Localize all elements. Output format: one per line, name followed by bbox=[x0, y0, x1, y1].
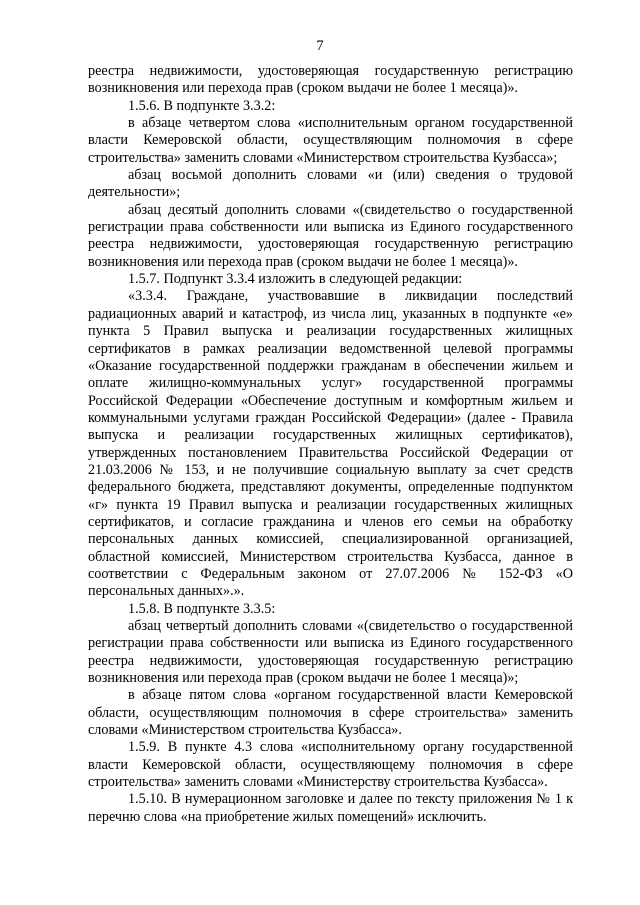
paragraph-1-5-7: 1.5.7. Подпункт 3.3.4 изложить в следующей редакции: bbox=[128, 271, 463, 288]
document-body bbox=[88, 63, 573, 826]
paragraph-1-5-9: 1.5.9. В пункте 4.3 слова «исполнительному органу государственной власти Кемеровской области, осуществляющему полномочия в сфере строительства» заменить словами «Министерству строительства Кузбасса». bbox=[88, 739, 573, 791]
paragraph-1-5-8-item-2: в абзаце пятом слова «органом государственной власти Кемеровской области, осуществляющим полномочия в сфере строительства» заменить словами «Министерством строительства Кузбасса». bbox=[88, 687, 573, 739]
paragraph-1-5-6-item-1: в абзаце четвертом слова «исполнительным органом государственной власти Кемеровской области, осуществляющим полномочия в сфере строительства» заменить словами «Министерством строительства Кузбасса»; bbox=[88, 115, 573, 166]
page-number: 7 bbox=[316, 38, 324, 54]
paragraph-1-5-6-item-2: абзац восьмой дополнить словами «и (или) сведения о трудовой деятельности»; bbox=[88, 167, 573, 201]
paragraph-1-5-8: 1.5.8. В подпункте 3.3.5: bbox=[128, 600, 276, 617]
paragraph-1-5-6-item-3: абзац десятый дополнить словами «(свидетельство о государственной регистрации права собственности или выписка из Единого государственного реестра недвижимости, удостоверяющая государственную регистрацию возникновения или перехода прав (сроком выдачи не более 1 месяца)». bbox=[88, 201, 573, 270]
paragraph-1-5-10: 1.5.10. В нумерационном заголовке и далее по тексту приложения № 1 к перечню слова «на приобретение жилых помещений» исключить. bbox=[88, 791, 573, 825]
paragraph-3-3-4-quote: «3.3.4. Граждане, участвовавшие в ликвидации последствий радиационных аварий и катастроф, из числа лиц, указанных в подпункте «е» пункта 5 Правил выпуска и реализации государственных жилищных сертификатов в рамках реализации ведомственной целевой программы «Оказание государственной поддержки гражданам в обеспечении жильем и оплате жилищно-коммунальных услуг» государственной программы Российской Федерации «Обеспечение доступным и комфортным жильем и коммунальными услугами граждан Российской Федерации» (далее - Правила выпуска и реализации государственных жилищных сертификатов), утвержденных постановлением Правительства Российской Федерации от 21.03.2006 № 153, и не получившие социальную выплату за счет средств федерального бюджета, представляют документы, определенные подпунктом «г» пункта 19 Правил выпуска и реализации государственных жилищных сертификатов, и согласие гражданина и членов его семьи на обработку персональных данных комиссией, специализированной организацией, областной комиссией, Министерством строительства Кузбасса, данное в соответствии с Федеральным законом от 27.07.2006 № 152-ФЗ «О персональных данных».». bbox=[88, 288, 573, 600]
paragraph-1-5-8-item-1: абзац четвертый дополнить словами «(свидетельство о государственной регистрации права собственности или выписка из Единого государственного реестра недвижимости, удостоверяющая государственную регистрацию возникновения или перехода прав (сроком выдачи не более 1 месяца)»; bbox=[88, 618, 573, 687]
paragraph-1-5-6: 1.5.6. В подпункте 3.3.2: bbox=[128, 97, 276, 114]
paragraph-continuation: реестра недвижимости, удостоверяющая государственную регистрацию возникновения или перехода прав (сроком выдачи не более 1 месяца)». bbox=[88, 63, 573, 97]
